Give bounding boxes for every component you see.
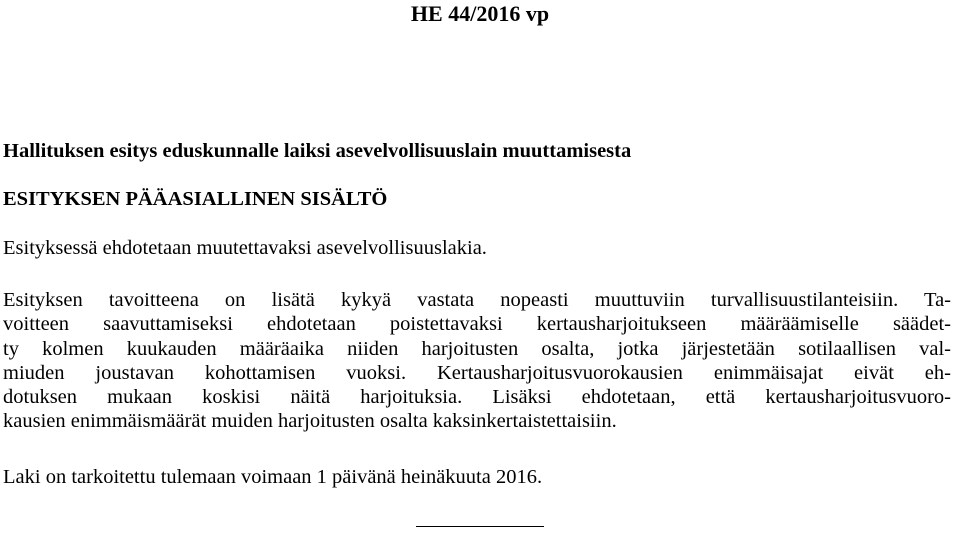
paragraph-2-line: ty kolmen kuukauden määräaika niiden harjoitusten osalta, jotka järjestetään sotilaallisen val- xyxy=(3,337,951,360)
document-id: HE 44/2016 vp xyxy=(410,1,550,26)
paragraph-2 xyxy=(3,288,951,434)
paragraph-2-line: kausien enimmäismäärät muiden harjoitusten osalta kaksinkertaistettaisiin. xyxy=(3,410,617,433)
paragraph-3: Laki on tarkoitettu tulemaan voimaan 1 päivänä heinäkuuta 2016. xyxy=(3,466,543,488)
paragraph-2-line: miuden joustavan kohottamisen vuoksi. Kertausharjoitusvuorokausien enimmäisajat eivät eh- xyxy=(3,361,951,384)
end-rule xyxy=(416,526,544,527)
paragraph-1: Esityksessä ehdotetaan muutettavaksi asevelvollisuuslakia. xyxy=(3,237,487,259)
document-title: Hallituksen esitys eduskunnalle laiksi asevelvollisuuslain muuttamisesta xyxy=(3,140,632,162)
section-heading: ESITYKSEN PÄÄASIALLINEN SISÄLTÖ xyxy=(3,188,388,210)
paragraph-2-line: voitteen saavuttamiseksi ehdotetaan poistettavaksi kertausharjoitukseen määräämiselle säädet- xyxy=(3,313,951,336)
paragraph-2-line: dotuksen mukaan koskisi näitä harjoituksia. Lisäksi ehdotetaan, että kertausharjoitusvuoro- xyxy=(3,386,951,409)
paragraph-2-line: Esityksen tavoitteena on lisätä kykyä vastata nopeasti muuttuviin turvallisuustilanteisiin. Ta- xyxy=(3,289,951,311)
